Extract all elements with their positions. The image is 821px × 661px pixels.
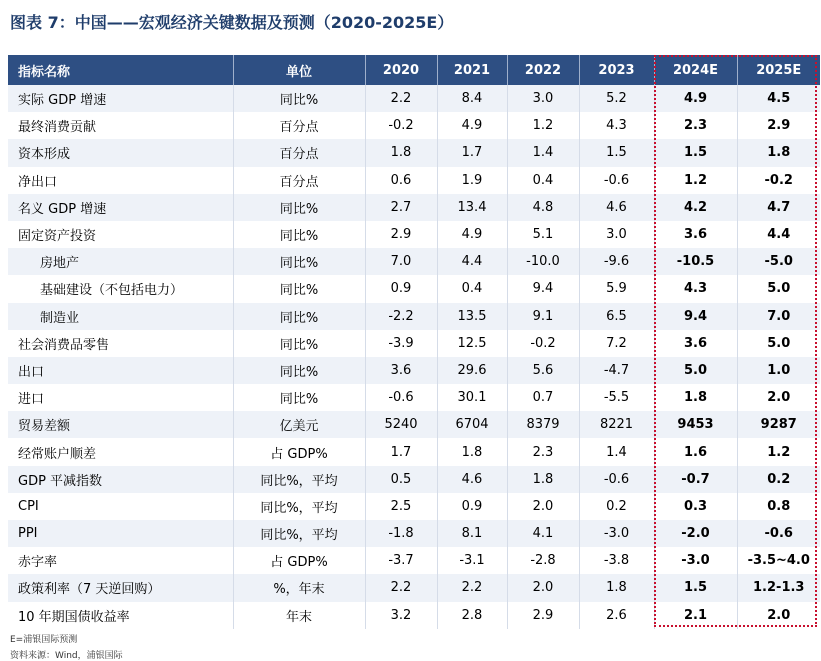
value-cell: 0.9 (365, 275, 437, 302)
table-header-row (8, 55, 820, 85)
value-cell: 2.2 (365, 85, 437, 112)
value-cell: 5.6 (507, 357, 579, 384)
value-cell: -3.9 (365, 330, 437, 357)
header-year: 2023 (579, 55, 654, 85)
value-cell: 7.2 (579, 330, 654, 357)
legend-note: E=浦银国际预测 (10, 635, 78, 645)
forecast-value-cell: -0.6 (737, 520, 820, 547)
value-cell: 2.8 (437, 602, 507, 629)
value-cell: 2.5 (365, 493, 437, 520)
value-cell: -3.7 (365, 547, 437, 574)
indicator-name: 赤字率 (8, 547, 233, 574)
value-cell: 1.9 (437, 167, 507, 194)
forecast-value-cell: 1.2 (654, 167, 737, 194)
value-cell: -4.7 (579, 357, 654, 384)
indicator-unit: 亿美元 (233, 411, 365, 438)
table-row (8, 139, 820, 166)
forecast-value-cell: 7.0 (737, 303, 820, 330)
value-cell: 4.8 (507, 194, 579, 221)
value-cell: 2.0 (507, 493, 579, 520)
forecast-value-cell: 3.6 (654, 330, 737, 357)
forecast-value-cell: 2.9 (737, 112, 820, 139)
value-cell: 7.0 (365, 248, 437, 275)
header-year: 2020 (365, 55, 437, 85)
value-cell: 1.2 (507, 112, 579, 139)
table-row (8, 275, 820, 302)
forecast-value-cell: 1.0 (737, 357, 820, 384)
forecast-value-cell: -3.0 (654, 547, 737, 574)
forecast-value-cell: -5.0 (737, 248, 820, 275)
table-row (8, 520, 820, 547)
value-cell: -3.1 (437, 547, 507, 574)
value-cell: 3.2 (365, 602, 437, 629)
value-cell: 5.2 (579, 85, 654, 112)
value-cell: 12.5 (437, 330, 507, 357)
value-cell: -2.8 (507, 547, 579, 574)
table-row (8, 112, 820, 139)
table-row (8, 357, 820, 384)
forecast-value-cell: 5.0 (737, 275, 820, 302)
header-year: 2021 (437, 55, 507, 85)
indicator-name: 制造业 (8, 303, 233, 330)
table-row (8, 574, 820, 601)
value-cell: 9.4 (507, 275, 579, 302)
indicator-unit: 同比% (233, 330, 365, 357)
value-cell: 4.1 (507, 520, 579, 547)
value-cell: 2.6 (579, 602, 654, 629)
indicator-unit: 同比%，平均 (233, 520, 365, 547)
value-cell: 1.7 (437, 139, 507, 166)
indicator-name: 实际 GDP 增速 (8, 85, 233, 112)
value-cell: -0.2 (365, 112, 437, 139)
value-cell: 4.6 (579, 194, 654, 221)
chart-title: 图表 7：中国——宏观经济关键数据及预测（2020-2025E） (10, 13, 454, 32)
table-row (8, 466, 820, 493)
table-row (8, 547, 820, 574)
value-cell: 1.4 (579, 438, 654, 465)
indicator-unit: 同比% (233, 357, 365, 384)
indicator-name: 基础建设（不包括电力） (8, 275, 233, 302)
indicator-unit: 同比%，平均 (233, 466, 365, 493)
value-cell: -3.0 (579, 520, 654, 547)
table-row (8, 194, 820, 221)
value-cell: 5.9 (579, 275, 654, 302)
indicator-unit: 百分点 (233, 167, 365, 194)
indicator-name: 社会消费品零售 (8, 330, 233, 357)
value-cell: 8379 (507, 411, 579, 438)
indicator-name: 资本形成 (8, 139, 233, 166)
value-cell: 6.5 (579, 303, 654, 330)
forecast-value-cell: 1.5 (654, 574, 737, 601)
forecast-value-cell: -0.2 (737, 167, 820, 194)
value-cell: 2.9 (365, 221, 437, 248)
value-cell: 5.1 (507, 221, 579, 248)
forecast-value-cell: 2.0 (737, 384, 820, 411)
indicator-unit: 同比% (233, 303, 365, 330)
table-row (8, 602, 820, 629)
indicator-name: 房地产 (8, 248, 233, 275)
forecast-value-cell: 2.0 (737, 602, 820, 629)
forecast-value-cell: 3.6 (654, 221, 737, 248)
table-row (8, 303, 820, 330)
value-cell: -0.6 (579, 466, 654, 493)
forecast-value-cell: 0.2 (737, 466, 820, 493)
value-cell: -5.5 (579, 384, 654, 411)
indicator-name: 政策利率（7 天逆回购） (8, 574, 233, 601)
value-cell: 3.0 (579, 221, 654, 248)
indicator-unit: %，年末 (233, 574, 365, 601)
header-year: 2025E (737, 55, 820, 85)
forecast-value-cell: 9.4 (654, 303, 737, 330)
value-cell: 2.2 (365, 574, 437, 601)
value-cell: 30.1 (437, 384, 507, 411)
table-row (8, 248, 820, 275)
value-cell: 2.3 (507, 438, 579, 465)
value-cell: 1.7 (365, 438, 437, 465)
indicator-unit: 年末 (233, 602, 365, 629)
value-cell: 8221 (579, 411, 654, 438)
forecast-value-cell: 4.4 (737, 221, 820, 248)
forecast-value-cell: 1.8 (654, 384, 737, 411)
indicator-name: PPI (8, 520, 233, 547)
value-cell: 5240 (365, 411, 437, 438)
value-cell: 13.5 (437, 303, 507, 330)
value-cell: 8.1 (437, 520, 507, 547)
table-row (8, 384, 820, 411)
table-body (8, 85, 820, 629)
value-cell: -0.6 (579, 167, 654, 194)
forecast-value-cell: 5.0 (737, 330, 820, 357)
indicator-name: 净出口 (8, 167, 233, 194)
indicator-unit: 同比% (233, 384, 365, 411)
indicator-unit: 同比% (233, 221, 365, 248)
indicator-unit: 同比%，平均 (233, 493, 365, 520)
value-cell: 0.5 (365, 466, 437, 493)
forecast-value-cell: -3.5~4.0 (737, 547, 820, 574)
forecast-value-cell: 1.8 (737, 139, 820, 166)
value-cell: 4.4 (437, 248, 507, 275)
value-cell: 2.7 (365, 194, 437, 221)
value-cell: 4.3 (579, 112, 654, 139)
value-cell: 2.9 (507, 602, 579, 629)
value-cell: 29.6 (437, 357, 507, 384)
indicator-unit: 同比% (233, 194, 365, 221)
value-cell: 1.5 (579, 139, 654, 166)
value-cell: -3.8 (579, 547, 654, 574)
value-cell: 1.8 (507, 466, 579, 493)
value-cell: 0.6 (365, 167, 437, 194)
value-cell: 4.6 (437, 466, 507, 493)
value-cell: -9.6 (579, 248, 654, 275)
value-cell: 6704 (437, 411, 507, 438)
value-cell: 0.2 (579, 493, 654, 520)
forecast-value-cell: 1.2-1.3 (737, 574, 820, 601)
forecast-value-cell: 1.2 (737, 438, 820, 465)
forecast-value-cell: 0.3 (654, 493, 737, 520)
indicator-name: 出口 (8, 357, 233, 384)
value-cell: 0.9 (437, 493, 507, 520)
indicator-name: CPI (8, 493, 233, 520)
value-cell: 0.4 (437, 275, 507, 302)
indicator-name: 名义 GDP 增速 (8, 194, 233, 221)
value-cell: 3.0 (507, 85, 579, 112)
value-cell: 1.8 (437, 438, 507, 465)
value-cell: 2.2 (437, 574, 507, 601)
indicator-name: 最终消费贡献 (8, 112, 233, 139)
forecast-value-cell: 5.0 (654, 357, 737, 384)
value-cell: -2.2 (365, 303, 437, 330)
value-cell: -0.6 (365, 384, 437, 411)
value-cell: -0.2 (507, 330, 579, 357)
macro-data-table (8, 55, 820, 629)
source-note: 资料来源：Wind，浦银国际 (10, 651, 123, 661)
indicator-unit: 百分点 (233, 112, 365, 139)
header-year: 2024E (654, 55, 737, 85)
table-row (8, 85, 820, 112)
indicator-name: GDP 平减指数 (8, 466, 233, 493)
indicator-name: 贸易差额 (8, 411, 233, 438)
forecast-value-cell: 1.5 (654, 139, 737, 166)
header-indicator-name: 指标名称 (8, 55, 233, 85)
table-row (8, 330, 820, 357)
indicator-name: 固定资产投资 (8, 221, 233, 248)
table-row (8, 493, 820, 520)
value-cell: 1.8 (579, 574, 654, 601)
value-cell: -10.0 (507, 248, 579, 275)
forecast-value-cell: 9453 (654, 411, 737, 438)
table-row (8, 221, 820, 248)
table-row (8, 438, 820, 465)
header-year: 2022 (507, 55, 579, 85)
value-cell: 0.7 (507, 384, 579, 411)
forecast-value-cell: -2.0 (654, 520, 737, 547)
indicator-unit: 同比% (233, 248, 365, 275)
value-cell: 1.4 (507, 139, 579, 166)
forecast-value-cell: 4.7 (737, 194, 820, 221)
value-cell: 13.4 (437, 194, 507, 221)
value-cell: 4.9 (437, 112, 507, 139)
forecast-value-cell: 4.5 (737, 85, 820, 112)
indicator-name: 10 年期国债收益率 (8, 602, 233, 629)
value-cell: 4.9 (437, 221, 507, 248)
forecast-value-cell: -0.7 (654, 466, 737, 493)
indicator-name: 进口 (8, 384, 233, 411)
table-row (8, 167, 820, 194)
indicator-unit: 同比% (233, 85, 365, 112)
forecast-value-cell: 4.2 (654, 194, 737, 221)
forecast-value-cell: 9287 (737, 411, 820, 438)
forecast-value-cell: -10.5 (654, 248, 737, 275)
value-cell: 1.8 (365, 139, 437, 166)
value-cell: 9.1 (507, 303, 579, 330)
value-cell: 8.4 (437, 85, 507, 112)
table-row (8, 411, 820, 438)
value-cell: 0.4 (507, 167, 579, 194)
forecast-value-cell: 4.9 (654, 85, 737, 112)
forecast-value-cell: 2.3 (654, 112, 737, 139)
indicator-unit: 同比% (233, 275, 365, 302)
indicator-unit: 占 GDP% (233, 438, 365, 465)
indicator-unit: 占 GDP% (233, 547, 365, 574)
forecast-value-cell: 2.1 (654, 602, 737, 629)
value-cell: -1.8 (365, 520, 437, 547)
value-cell: 2.0 (507, 574, 579, 601)
value-cell: 3.6 (365, 357, 437, 384)
forecast-value-cell: 4.3 (654, 275, 737, 302)
header-unit: 单位 (233, 55, 365, 85)
indicator-unit: 百分点 (233, 139, 365, 166)
forecast-value-cell: 0.8 (737, 493, 820, 520)
indicator-name: 经常账户顺差 (8, 438, 233, 465)
forecast-value-cell: 1.6 (654, 438, 737, 465)
